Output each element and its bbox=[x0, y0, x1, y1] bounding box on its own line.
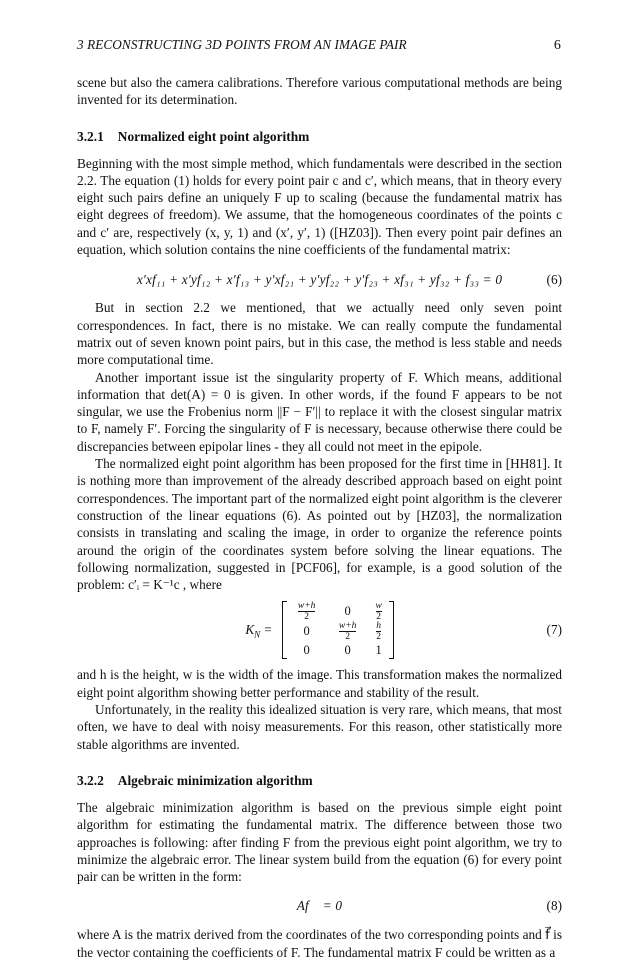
equation-number: (8) bbox=[546, 898, 562, 914]
paragraph: Another important issue ist the singularity property of F. Which means, additional information that det(A) = 0 is given. In other words, if the found F appears to be not singular, we use the Frobenius norm ||F − F′|| to replace it with the closest singular matrix to F, namely F′. Forcing the singularity of F is necessary, because otherwise there could be discrepancies between epipolar lines - they all could not meet in the epipole. bbox=[77, 369, 562, 454]
paragraph: The normalized eight point algorithm has been proposed for the first time in [HH81]. It is nothing more than improvement of the already described approach based on eight point correspondences. The important part of the normalized eight point algorithm is the cleverer construction of the linear equations (6). As pointed out by [HZ03], the normalization consists in translating and scaling the image, in order to organize the reference points around the origin of the coordinates system before solving the linear equations. The following normalization, suggested in [PCF06], for example, is a good solution of the problem: c′ᵢ = K⁻¹c , where bbox=[77, 456, 562, 593]
equation-formula: Af⃗ = 0 bbox=[296, 898, 343, 914]
matrix-cell: $\frac{w}{2}$ bbox=[375, 600, 382, 622]
section-heading-algebraic bbox=[77, 772, 562, 790]
equation-number: (7) bbox=[546, 622, 562, 638]
section-title: Normalized eight point algorithm bbox=[117, 128, 310, 144]
paragraph: The algebraic minimization algorithm is based on the previous simple eight point algorithm for estimating the fundamental matrix. The difference between those two approaches is following: after finding F from the previous eight point algorithm, we try to minimize the algebraic error. The linear system build from the equation (6) for every point pair can be written in the form: bbox=[77, 799, 562, 885]
matrix-equation bbox=[245, 601, 393, 659]
matrix-cell: 0 bbox=[303, 623, 310, 638]
equation-7 bbox=[77, 600, 562, 660]
equation-number: (6) bbox=[546, 272, 562, 288]
right-bracket bbox=[389, 601, 394, 659]
matrix-cell: 0 bbox=[344, 642, 351, 657]
paragraph: and h is the height, w is the width of the image. This transformation makes the normalized eight point algorithm showing better performance and stability of the result. bbox=[77, 667, 562, 700]
equals-sign: = bbox=[264, 622, 272, 638]
matrix-cell: $\frac{w+h}{2}$ bbox=[297, 600, 316, 622]
page-number: 6 bbox=[553, 38, 561, 53]
matrix-cell: $\frac{h}{2}$ bbox=[376, 620, 382, 642]
page-body bbox=[77, 74, 562, 961]
paragraph: where A is the matrix derived from the coordinates of the two corresponding points and f⃗ is the vector containing the coefficients of F. The fundamental matrix F could be written as a bbox=[77, 927, 562, 960]
section-title: Algebraic minimization algorithm bbox=[117, 772, 313, 788]
running-header bbox=[77, 37, 561, 57]
paragraph: But in section 2.2 we mentioned, that we actually need only seven point correspondences. In fact, there is no mistake. We can really compute the fundamental matrix out of seven known point pairs, but in this case, the method is less stable and needs more computational time. bbox=[77, 300, 562, 368]
left-bracket bbox=[282, 601, 287, 659]
intro-paragraph: scene but also the camera calibrations. Therefore various computational methods are being invented for its determination. bbox=[77, 75, 562, 108]
matrix-cell: 0 bbox=[303, 642, 310, 657]
paragraph: Beginning with the most simple method, which fundamentals were described in the section 2.2. The equation (1) holds for every point pair c and c′, which means, that in theory every eight such pairs define an uniquely F up to scaling (because the fundamental matrix has eight degrees of freedom). We assume, that the homogeneous coordinates of the points c and c′ are, respectively (x, y, 1) and (x′, y′, 1) ([HZ03]). Then every point pair defines an equation, which solution contains the nine coefficients of the fundamental matrix: bbox=[77, 155, 562, 258]
equation-8 bbox=[77, 895, 562, 917]
section-number: 3.2.2 bbox=[77, 772, 104, 788]
matrix-symbol: $K_N$ bbox=[245, 621, 261, 640]
equation-formula: x′xf₁₁ + x′yf₁₂ + x′f₁₃ + y′xf₂₁ + y′yf₂₂ + y′f₂₃ + xf₃₁ + yf₃₂ + f₃₃ = 0 bbox=[136, 272, 503, 288]
equation-6 bbox=[77, 269, 562, 291]
normalization-matrix bbox=[282, 601, 394, 659]
paragraph: Unfortunately, in the reality this idealized situation is very rare, which means, that most often, we have to deal with noisy measurements. For this reason, other statistically more stable algorithms are invented. bbox=[77, 702, 562, 752]
section-number: 3.2.1 bbox=[77, 128, 104, 144]
section-heading-normalized bbox=[77, 128, 562, 146]
chapter-title: 3 RECONSTRUCTING 3D POINTS FROM AN IMAGE PAIR bbox=[77, 37, 407, 52]
matrix-cell: 1 bbox=[375, 642, 382, 657]
matrix-cell: $\frac{w+h}{2}$ bbox=[338, 620, 357, 642]
matrix-cell: 0 bbox=[344, 603, 351, 618]
